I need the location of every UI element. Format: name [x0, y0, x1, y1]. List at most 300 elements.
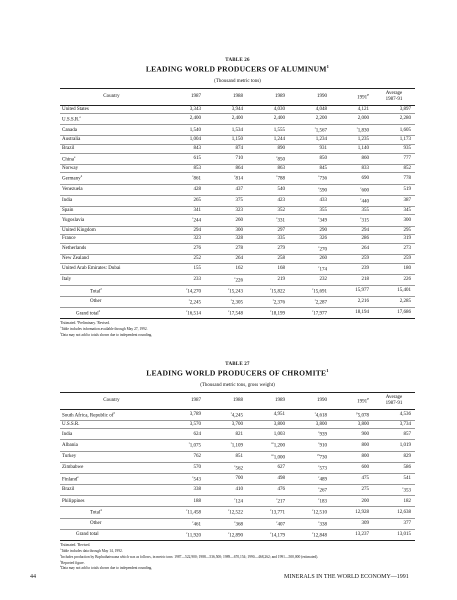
value-cell [373, 184, 415, 195]
value-sup: r [318, 185, 320, 190]
value-cell [247, 164, 289, 173]
value-text: 498 [277, 476, 285, 482]
country-cell [60, 308, 163, 319]
value-text: 15,977 [355, 288, 369, 294]
value-cell [205, 173, 247, 184]
value-cell [289, 263, 331, 274]
value-cell [205, 125, 247, 136]
value-cell [205, 451, 247, 462]
value-cell [331, 263, 373, 274]
value-cell [289, 243, 331, 254]
value-text: 428 [193, 186, 201, 192]
value-text: 1,605 [399, 127, 411, 133]
country-name: U.S.S.R. [62, 117, 80, 123]
country-name: South Africa, Republic of [62, 413, 114, 419]
value-sup: r [356, 126, 358, 131]
value-cell [331, 114, 373, 125]
value-sup: r [272, 298, 274, 302]
value-text: 315 [361, 219, 369, 225]
value-cell [331, 440, 373, 451]
table-row [60, 420, 415, 429]
value-text: 270 [319, 247, 327, 253]
country-name-sup: 2 [98, 309, 101, 314]
chromite-table-section [60, 362, 415, 571]
value-cell [289, 215, 331, 226]
column-header-year-sup: e [367, 91, 369, 97]
value-sup: r [228, 286, 230, 291]
value-cell [247, 206, 289, 215]
value-sup: r [276, 174, 278, 179]
table-row [60, 529, 415, 540]
value-text: 12,928 [355, 509, 369, 515]
value-cell [331, 496, 373, 507]
country-cell [60, 173, 163, 184]
country-name: Philippines [62, 498, 85, 504]
value-text: 800 [361, 442, 369, 448]
country-name: Total [90, 511, 101, 517]
table-number: TABLE 26 [225, 58, 250, 63]
country-cell [60, 462, 163, 473]
value-cell [289, 254, 331, 263]
value-cell [373, 235, 415, 244]
value-sup: r [228, 530, 230, 535]
country-cell [60, 274, 163, 285]
value-text: 1,003 [273, 431, 285, 437]
value-text: 541 [403, 476, 411, 482]
table-row [60, 114, 415, 125]
value-text: 232 [319, 277, 327, 283]
value-sup: r3 [317, 452, 320, 457]
country-name: Finland [62, 477, 78, 483]
country-cell [60, 285, 163, 296]
value-cell [205, 297, 247, 308]
value-text: 182 [403, 498, 411, 504]
value-text: 375 [235, 198, 243, 204]
table-row [60, 125, 415, 136]
value-text: 1,555 [273, 127, 285, 133]
value-cell [247, 429, 289, 440]
value-sup: r [318, 519, 320, 524]
value-text: 265 [193, 198, 201, 204]
footnote-mark: r [96, 321, 98, 324]
value-text: 13,015 [397, 532, 411, 538]
value-text: 278 [235, 246, 243, 252]
value-cell [247, 473, 289, 484]
footnote-mark: 1 [60, 327, 62, 330]
value-text: 200 [361, 498, 369, 504]
value-text: 489 [319, 477, 327, 483]
value-cell [331, 420, 373, 429]
value-cell [331, 235, 373, 244]
value-text: 1,534 [231, 127, 243, 133]
country-name: Albania [62, 442, 78, 448]
value-text: 1,234 [315, 137, 327, 143]
value-sup: re [271, 452, 274, 457]
value-cell [163, 243, 205, 254]
country-cell [60, 409, 163, 420]
value-text: 338 [319, 522, 327, 528]
column-header-country: Country [103, 93, 120, 99]
chromite-table [60, 392, 415, 541]
value-text: 573 [319, 466, 327, 472]
table-number: TABLE 27 [225, 362, 250, 367]
value-text: 4,245 [231, 413, 243, 419]
value-cell [289, 485, 331, 496]
value-text: 2,280 [399, 116, 411, 122]
value-text: 279 [277, 246, 285, 252]
country-name-sup: e [73, 154, 76, 159]
table-row [60, 206, 415, 215]
value-text: 294 [193, 227, 201, 233]
value-text: 15,691 [313, 289, 327, 295]
table-row [60, 462, 415, 473]
value-cell [247, 136, 289, 145]
table-title-sup: 1 [326, 368, 329, 373]
country-cell [60, 184, 163, 195]
value-text: 423 [277, 198, 285, 204]
value-text: 13,237 [355, 532, 369, 538]
value-text: 260 [235, 217, 243, 223]
value-sup: r [186, 286, 188, 291]
value-sup: r [186, 309, 188, 314]
footnote-text: Estimated. [60, 543, 78, 548]
value-cell [247, 114, 289, 125]
value-text: 12,890 [229, 533, 243, 539]
value-text: 2,305 [231, 300, 243, 306]
value-cell [163, 473, 205, 484]
value-sup: r [234, 519, 236, 524]
value-text: 4,048 [315, 106, 327, 112]
value-text: 615 [193, 155, 201, 161]
country-name: Germany [62, 177, 81, 183]
country-name: Zimbabwe [62, 465, 84, 471]
table-unit: (Thousand metric tons) [214, 78, 261, 84]
table-row [60, 297, 415, 308]
value-text: 4,951 [273, 411, 285, 417]
value-text: 475 [361, 476, 369, 482]
value-cell [247, 125, 289, 136]
value-text: 3,700 [231, 421, 243, 427]
country-name: India [62, 198, 73, 204]
country-name: China [62, 157, 74, 163]
value-cell [163, 125, 205, 136]
value-cell [373, 496, 415, 507]
value-text: 570 [193, 465, 201, 471]
value-text: 1,000 [273, 455, 285, 461]
value-cell [289, 529, 331, 540]
value-cell [163, 440, 205, 451]
value-cell [373, 105, 415, 114]
value-cell [373, 485, 415, 496]
value-cell [205, 254, 247, 263]
value-cell [247, 195, 289, 206]
value-sup: r [192, 519, 194, 524]
value-text: 829 [403, 453, 411, 459]
value-text: 319 [403, 236, 411, 242]
value-text: 931 [319, 146, 327, 152]
value-sup: r [230, 298, 232, 302]
country-name: Canada [62, 127, 77, 133]
table-title [60, 368, 415, 378]
value-text: 2,216 [357, 299, 369, 305]
value-text: 355 [361, 207, 369, 213]
value-cell [289, 409, 331, 420]
value-cell [247, 462, 289, 473]
footnote-mark: 3 [60, 560, 62, 563]
value-text: 3,944 [231, 106, 243, 112]
table-row [60, 105, 415, 114]
value-cell [163, 518, 205, 529]
column-header-year: 1988 [233, 397, 243, 403]
footnote-mark: 4 [60, 566, 62, 569]
value-cell [289, 429, 331, 440]
value-text: 845 [319, 165, 327, 171]
value-cell [247, 274, 289, 285]
country-cell [60, 125, 163, 136]
country-cell [60, 206, 163, 215]
value-text: 217 [277, 499, 285, 505]
country-cell [60, 105, 163, 114]
value-cell [205, 145, 247, 154]
value-sup: r [234, 174, 236, 179]
value-text: 900 [361, 431, 369, 437]
value-cell [247, 254, 289, 263]
table-row [60, 451, 415, 462]
value-cell [163, 297, 205, 308]
value-cell [205, 440, 247, 451]
value-cell [373, 153, 415, 164]
value-cell [205, 114, 247, 125]
value-cell [289, 496, 331, 507]
value-text: 15,401 [397, 288, 411, 294]
value-cell [163, 409, 205, 420]
footnote-mark: e [60, 321, 61, 324]
value-text: 710 [235, 155, 243, 161]
value-cell [373, 429, 415, 440]
value-cell [205, 285, 247, 296]
value-sup: r [318, 474, 320, 479]
value-text: 853 [193, 165, 201, 171]
column-header-country: Country [103, 397, 120, 403]
value-sup: r [230, 410, 232, 415]
value-text: 3,734 [399, 421, 411, 427]
value-cell [205, 308, 247, 319]
country-name: New Zealand [62, 255, 89, 261]
column-header-year [331, 392, 373, 409]
value-text: 12,638 [397, 509, 411, 515]
value-text: 168 [277, 265, 285, 271]
value-text: 295 [403, 227, 411, 233]
value-sup: r [186, 508, 188, 513]
value-sup: r [276, 519, 278, 524]
value-cell [373, 274, 415, 285]
value-text: 690 [361, 175, 369, 181]
value-text: 778 [403, 175, 411, 181]
table-row [60, 195, 415, 206]
value-text: 2,245 [189, 300, 201, 306]
value-cell [373, 409, 415, 420]
value-text: 252 [193, 255, 201, 261]
value-text: 331 [277, 219, 285, 225]
country-cell [60, 496, 163, 507]
table-row [60, 473, 415, 484]
value-text: 300 [403, 217, 411, 223]
value-cell [289, 451, 331, 462]
value-cell [205, 263, 247, 274]
value-text: 4,618 [315, 413, 327, 419]
value-text: 188 [193, 498, 201, 504]
footnote-text: Table includes data through May 14, 1992. [61, 548, 123, 553]
value-text: 15,822 [271, 289, 285, 295]
column-header-average [373, 392, 415, 409]
value-text: 624 [193, 431, 201, 437]
value-text: 18,199 [271, 311, 285, 317]
value-text: 1,567 [315, 128, 327, 134]
value-sup: r [318, 486, 320, 491]
value-text: 2,400 [189, 116, 201, 122]
value-text: 2,000 [357, 116, 369, 122]
value-cell [247, 451, 289, 462]
value-cell [331, 164, 373, 173]
value-cell [331, 473, 373, 484]
value-text: 562 [235, 466, 243, 472]
value-cell [373, 173, 415, 184]
column-header-year-text: 1991 [357, 95, 368, 101]
value-cell [289, 125, 331, 136]
value-cell [205, 473, 247, 484]
value-cell [373, 263, 415, 274]
country-name: U.S.S.R. [62, 421, 80, 427]
footnote-text: Data may not add to totals shown due to independent rounding. [61, 566, 153, 571]
value-text: 821 [235, 431, 243, 437]
value-cell [373, 507, 415, 518]
value-sup: r [186, 530, 188, 535]
column-header-average-range: 1987-91 [385, 400, 403, 406]
value-text: 219 [277, 277, 285, 283]
value-text: 180 [403, 265, 411, 271]
table-header-row [60, 88, 415, 105]
value-sup: r [312, 309, 314, 314]
table-row [60, 184, 415, 195]
value-cell [163, 274, 205, 285]
value-cell [373, 226, 415, 235]
value-text: 353 [403, 488, 411, 494]
value-text: 14,179 [271, 533, 285, 539]
value-cell [289, 420, 331, 429]
value-cell [289, 114, 331, 125]
footnote-text: Reported figure. [61, 560, 85, 565]
country-cell [60, 153, 163, 164]
value-cell [373, 420, 415, 429]
value-text: 4,536 [399, 411, 411, 417]
table-row [60, 440, 415, 451]
value-text: 3,570 [189, 421, 201, 427]
value-text: 300 [235, 227, 243, 233]
table-row [60, 507, 415, 518]
value-cell [331, 308, 373, 319]
table-row [60, 145, 415, 154]
value-cell [289, 145, 331, 154]
value-cell [205, 507, 247, 518]
value-cell [331, 485, 373, 496]
country-cell [60, 114, 163, 125]
value-text: 349 [319, 219, 327, 225]
country-name: Turkey [62, 453, 77, 459]
country-cell [60, 235, 163, 244]
table-row [60, 285, 415, 296]
value-sup: r [318, 244, 320, 249]
value-cell [247, 235, 289, 244]
value-cell [205, 215, 247, 226]
country-name: United Arab Emirates: Dubai [62, 265, 121, 271]
value-text: 1,200 [273, 444, 285, 450]
value-cell [247, 440, 289, 451]
country-name: Netherlands [62, 246, 87, 252]
value-cell [205, 529, 247, 540]
value-text: 433 [319, 198, 327, 204]
value-cell [289, 226, 331, 235]
country-cell [60, 529, 163, 540]
value-cell [247, 153, 289, 164]
value-cell [331, 105, 373, 114]
column-header-year: 1990 [317, 93, 327, 99]
value-cell [247, 184, 289, 195]
value-text: 387 [403, 198, 411, 204]
column-header-average-range: 1987-91 [385, 96, 403, 102]
value-sup: r [312, 508, 314, 513]
value-cell [205, 496, 247, 507]
value-cell [331, 529, 373, 540]
footnote-line [60, 332, 415, 338]
value-cell [373, 125, 415, 136]
value-text: 852 [403, 165, 411, 171]
running-title: MINERALS IN THE WORLD ECONOMY—1991 [284, 574, 409, 580]
table-footnotes [60, 320, 415, 338]
value-cell [247, 215, 289, 226]
table-row [60, 496, 415, 507]
column-header-average-label: Average [385, 90, 403, 96]
table-row [60, 226, 415, 235]
value-sup: r [318, 441, 320, 446]
footnote-text: Revised. [77, 543, 91, 548]
value-text: 297 [277, 227, 285, 233]
value-text: 627 [277, 465, 285, 471]
value-cell [331, 507, 373, 518]
table-body [60, 409, 415, 540]
value-text: 410 [235, 487, 243, 493]
country-cell [60, 263, 163, 274]
footnote-mark: 2 [60, 333, 62, 336]
value-cell [289, 462, 331, 473]
value-text: 124 [235, 499, 243, 505]
value-text: 267 [319, 488, 327, 494]
value-text: 218 [361, 277, 369, 283]
value-cell [247, 145, 289, 154]
table-row [60, 518, 415, 529]
page-number: 44 [30, 574, 36, 580]
value-cell [163, 226, 205, 235]
value-text: 857 [403, 431, 411, 437]
value-text: 2,200 [315, 116, 327, 122]
value-sup: r [318, 497, 320, 502]
value-cell [163, 529, 205, 540]
value-text: 1,150 [231, 137, 243, 143]
value-cell [289, 235, 331, 244]
footnote-text: Revised. [97, 321, 110, 326]
value-cell [373, 473, 415, 484]
value-cell [373, 195, 415, 206]
value-text: 4,121 [357, 106, 369, 112]
